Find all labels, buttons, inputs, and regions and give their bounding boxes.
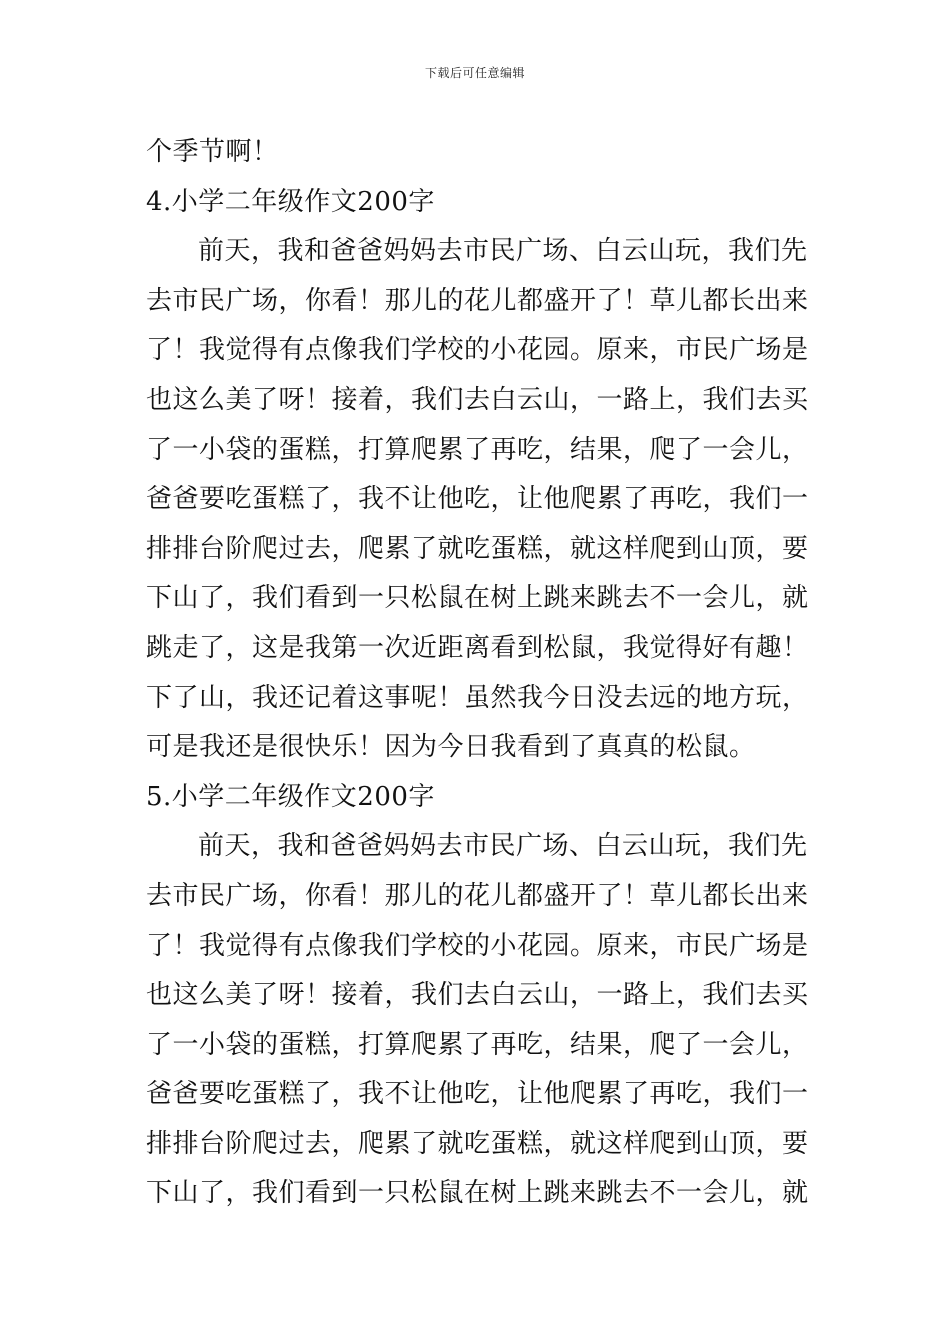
text-line: 去市民广场，你看！那儿的花儿都盛开了！草儿都长出来	[146, 880, 809, 911]
section-heading: 5.小学二年级作文200字	[146, 781, 435, 812]
text-line: 下了山，我还记着这事呢！虽然我今日没去远的地方玩，	[146, 682, 809, 713]
text-line: 下山了，我们看到一只松鼠在树上跳来跳去不一会儿，就	[146, 1178, 809, 1209]
paragraph-first-line: 前天，我和爸爸妈妈去市民广场、白云山玩，我们先	[198, 236, 808, 267]
paragraph-first-line: 前天，我和爸爸妈妈去市民广场、白云山玩，我们先	[198, 831, 808, 862]
text-line: 可是我还是很快乐！因为今日我看到了真真的松鼠。	[146, 732, 756, 763]
document-body	[146, 128, 808, 1219]
text-line: 去市民广场，你看！那儿的花儿都盛开了！草儿都长出来	[146, 285, 809, 316]
section-heading: 4.小学二年级作文200字	[146, 186, 435, 217]
text-line: 爸爸要吃蛋糕了，我不让他吃，让他爬累了再吃，我们一	[146, 484, 809, 515]
text-line: 排排台阶爬过去，爬累了就吃蛋糕，就这样爬到山顶，要	[146, 533, 809, 564]
text-line: 下山了，我们看到一只松鼠在树上跳来跳去不一会儿，就	[146, 583, 809, 614]
text-line: 也这么美了呀！接着，我们去白云山，一路上，我们去买	[146, 980, 809, 1011]
text-line: 个季节啊！	[146, 137, 279, 167]
text-line: 了！我觉得有点像我们学校的小花园。原来，市民广场是	[146, 335, 809, 366]
page-header: 下载后可任意编辑	[424, 66, 525, 80]
text-line: 了一小袋的蛋糕，打算爬累了再吃，结果，爬了一会儿，	[146, 434, 809, 465]
text-line: 跳走了，这是我第一次近距离看到松鼠，我觉得好有趣！	[146, 632, 809, 663]
text-line: 排排台阶爬过去，爬累了就吃蛋糕，就这样爬到山顶，要	[146, 1128, 809, 1159]
text-line: 爸爸要吃蛋糕了，我不让他吃，让他爬累了再吃，我们一	[146, 1079, 809, 1110]
text-line: 也这么美了呀！接着，我们去白云山，一路上，我们去买	[146, 384, 809, 415]
text-line: 了！我觉得有点像我们学校的小花园。原来，市民广场是	[146, 930, 809, 961]
text-line: 了一小袋的蛋糕，打算爬累了再吃，结果，爬了一会儿，	[146, 1029, 809, 1060]
